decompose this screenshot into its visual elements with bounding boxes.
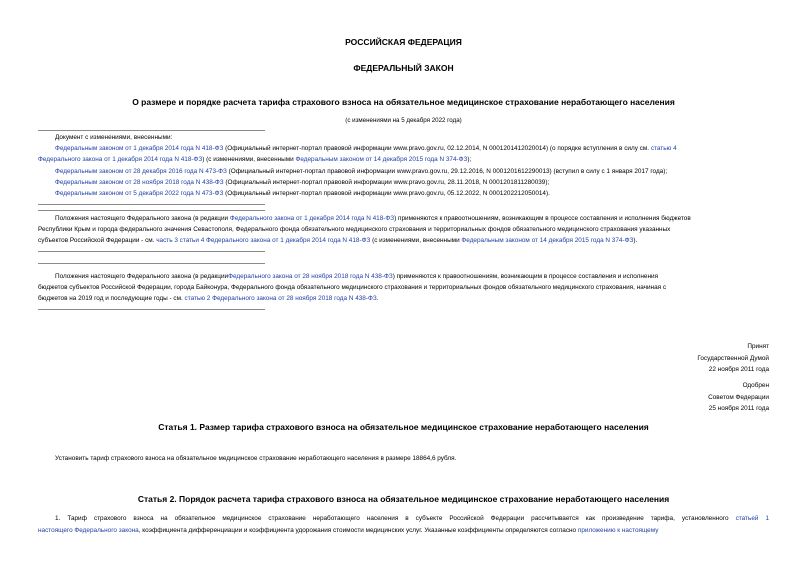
amendment-link-418fz[interactable]: Федеральным законом от 1 декабря 2014 года N 418-ФЗ — [55, 145, 224, 152]
amendment-link-473fz-2016[interactable]: Федеральным законом от 28 декабря 2016 года N 473-ФЗ — [55, 168, 227, 175]
note1-line1 — [55, 213, 691, 225]
article1-text: Установить тариф страхового взноса на обязательное медицинское страхование неработающего населения в размере 18864,6 рубля. — [55, 455, 457, 462]
adoption-council-body: Советом Федерации — [708, 393, 769, 401]
amendment-text: ); — [467, 156, 472, 163]
note1-line2: Республики Крым и города федерального значения Севастополя, Федерального фонда обязательного медицинского страхования и территориальных фондов обязательного медицинского страхования указанных — [38, 226, 671, 233]
amendment-link-473fz-2022[interactable]: Федеральным законом от 5 декабря 2022 года N 473-ФЗ — [55, 190, 224, 197]
amendment-link-418fz-law[interactable]: Федерального закона от 1 декабря 2014 года N 418-ФЗ — [38, 156, 203, 163]
note1-line3 — [38, 235, 637, 247]
amendment-item-2 — [55, 166, 667, 178]
amendment-text: ) (с изменениями, внесенными — [202, 156, 296, 163]
article2-link-article1[interactable]: статьей 1 — [735, 515, 769, 522]
divider-rule — [38, 263, 265, 264]
adoption-council-status: Одобрен — [742, 382, 769, 389]
article2-line2 — [38, 525, 769, 537]
document-title: О размере и порядке расчета тарифа страхового взноса на обязательное медицинское страхование неработающего населения — [132, 97, 675, 107]
amendment-item-1-line1 — [55, 143, 677, 155]
note-text: ). — [633, 237, 638, 244]
adoption-duma — [697, 341, 769, 376]
amendment-item-4 — [55, 188, 550, 200]
article2-link-this-law[interactable]: настоящего Федерального закона — [38, 526, 139, 534]
article2-text: , коэффициента дифференциации и коэффициента удорожания стоимости медицинских услуг. Указанные коэффициенты определяются согласно — [138, 526, 578, 534]
note2-line1 — [55, 271, 658, 283]
note-text: . — [376, 295, 379, 302]
adoption-duma-date: 22 ноября 2011 года — [708, 366, 769, 373]
note2-link-438fz[interactable]: Федерального закона от 28 ноября 2018 года N 438-ФЗ — [228, 273, 393, 280]
amendment-link-374fz[interactable]: Федеральным законом от 14 декабря 2015 года N 374-ФЗ — [295, 156, 468, 163]
note2-link-article2[interactable]: статью 2 Федерального закона от 28 ноября 2018 года N 438-ФЗ — [184, 295, 377, 302]
adoption-duma-body: Государственной Думой — [697, 354, 769, 362]
note-text: ) применяются к правоотношениям, возникающим в процессе составления и исполнения — [392, 273, 659, 280]
adoption-council-date: 25 ноября 2011 года — [708, 405, 769, 412]
article2-title: Статья 2. Порядок расчета тарифа страхового взноса на обязательное медицинское страхование неработающего населения — [137, 494, 670, 504]
note1-link-374fz[interactable]: Федеральным законом от 14 декабря 2015 года N 374-ФЗ — [461, 237, 634, 244]
amendments-intro: Документ с изменениями, внесенными: — [55, 134, 173, 141]
article1-title: Статья 1. Размер тарифа страхового взноса на обязательное медицинское страхование неработающего населения — [158, 422, 649, 432]
adoption-council — [708, 380, 769, 415]
amendment-item-1-line2 — [38, 154, 471, 166]
divider-rule — [38, 210, 265, 211]
note-text: бюджетов на 2019 год и последующие годы - см. — [38, 295, 185, 302]
article2-line1 — [38, 513, 769, 525]
article2-paragraph — [38, 513, 769, 536]
divider-rule — [38, 130, 265, 131]
amendment-text: (Официальный интернет-портал правовой информации www.pravo.gov.ru, 28.11.2018, N 0001201811280039); — [223, 179, 550, 186]
revision-note: (с изменениями на 5 декабря 2022 года) — [345, 117, 462, 124]
amendment-link-438fz[interactable]: Федеральным законом от 28 ноября 2018 года N 438-ФЗ — [55, 179, 224, 186]
amendment-text: (Официальный интернет-портал правовой информации www.pravo.gov.ru, 29.12.2016, N 0001201612290013) (вступил в силу с 1 января 2017 года); — [226, 168, 668, 175]
note2-line2: бюджетов субъектов Российской Федерации, города Байконура, Федерального фонда обязательного медицинского страхования и территориальных фондов обязательного медицинского страхования, начиная с — [38, 284, 667, 291]
amendment-item-3 — [55, 177, 549, 189]
note1-link-part3-article4[interactable]: часть 3 статьи 4 Федерального закона от 1 декабря 2014 года N 418-ФЗ — [156, 237, 371, 244]
note-text: субъектов Российской Федерации - см. — [38, 237, 157, 244]
divider-rule — [38, 204, 265, 205]
article2-text: 1. Тариф страхового взноса на обязательное медицинское страхование неработающего населения в субъекте Российской Федерации рассчитывается как произведение тарифа, установленного — [55, 515, 736, 522]
country-heading: РОССИЙСКАЯ ФЕДЕРАЦИЯ — [345, 37, 462, 47]
divider-rule — [38, 309, 265, 310]
divider-rule — [38, 251, 265, 252]
law-type-heading: ФЕДЕРАЛЬНЫЙ ЗАКОН — [353, 63, 454, 73]
note-text: (с изменениями, внесенными — [370, 237, 462, 244]
amendment-text: (Официальный интернет-портал правовой информации www.pravo.gov.ru, 05.12.2022, N 0001202212050014). — [223, 190, 550, 197]
note-text: Положения настоящего Федерального закона (в редакции — [55, 273, 229, 280]
note-text: Положения настоящего Федерального закона (в редакции — [55, 215, 230, 222]
amendment-link-article4[interactable]: статью 4 — [650, 145, 677, 152]
note-text: ) применяются к правоотношениям, возникающим в процессе составления и исполнения бюджетов — [394, 215, 691, 222]
amendment-text: (Официальный интернет-портал правовой информации www.pravo.gov.ru, 02.12.2014, N 0001201412020014) (о порядке вступления в силу см. — [223, 145, 650, 152]
article2-link-appendix[interactable]: приложению к настоящему — [577, 526, 659, 534]
note2-line3 — [38, 293, 378, 305]
adoption-duma-status: Принят — [747, 343, 769, 350]
note1-link-418fz[interactable]: Федерального закона от 1 декабря 2014 года N 418-ФЗ — [229, 215, 395, 222]
